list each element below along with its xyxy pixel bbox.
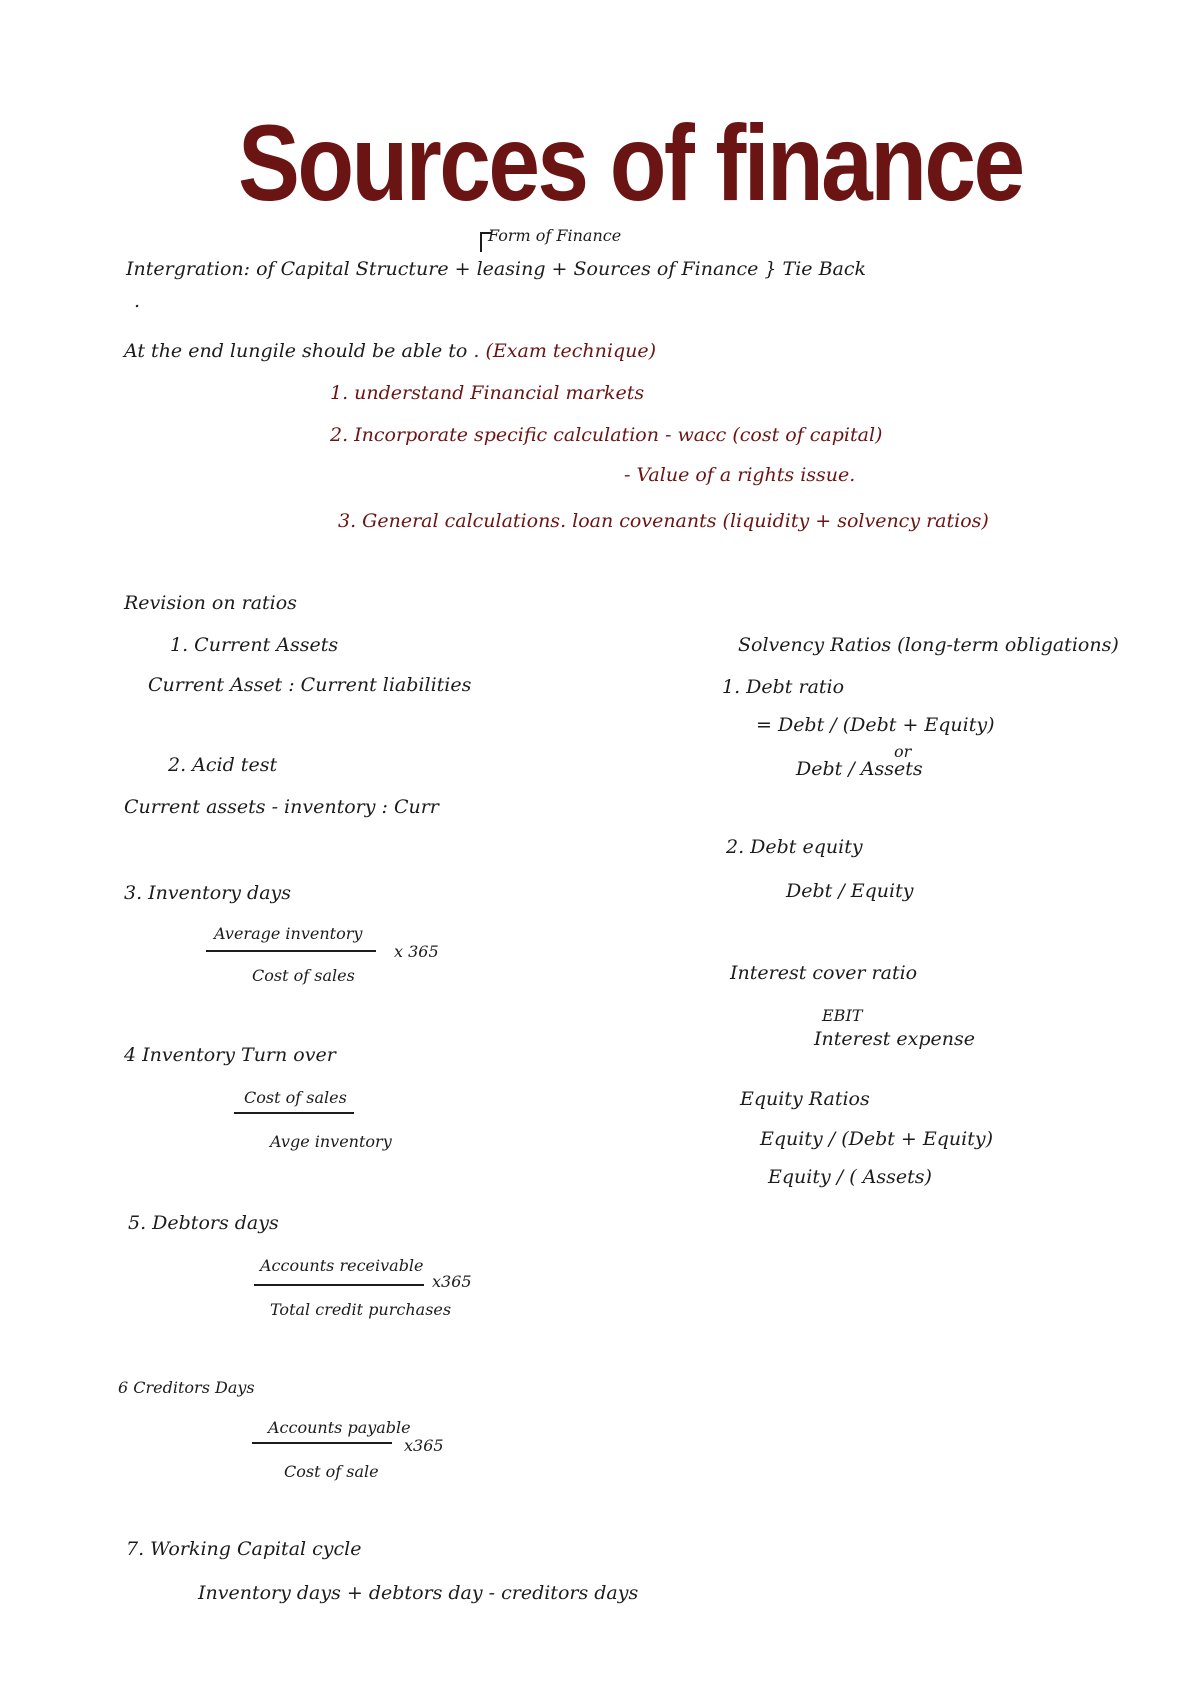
page-title: Sources of finance [238, 102, 1023, 223]
inventory-days-denominator: Cost of sales [252, 966, 355, 985]
debt-ratio-label: 1. Debt ratio [722, 676, 845, 698]
acid-test-formula: Current assets - inventory : Curr [124, 796, 439, 818]
debtors-days-numerator: Accounts receivable [260, 1256, 424, 1275]
objective-item: 1. understand Financial markets [330, 382, 645, 404]
objectives-intro [124, 340, 656, 362]
working-capital-formula: Inventory days + debtors day - creditors days [198, 1582, 639, 1604]
acid-test-label: 2. Acid test [168, 754, 278, 776]
creditors-days-multiplier: x365 [404, 1436, 444, 1455]
objective-item: - Value of a rights issue. [624, 464, 856, 486]
debt-ratio-alt-formula: Debt / Assets [796, 758, 923, 780]
debtors-days-multiplier: x365 [432, 1272, 472, 1291]
debt-equity-label: 2. Debt equity [726, 836, 863, 858]
debt-ratio-or: or [894, 742, 912, 761]
fraction-line [252, 1442, 392, 1444]
interest-cover-label: Interest cover ratio [730, 962, 918, 984]
exam-technique-note: . (Exam technique) [473, 340, 657, 362]
debtors-days-label: 5. Debtors days [128, 1212, 279, 1234]
creditors-days-denominator: Cost of sale [284, 1462, 379, 1481]
stray-dot: . [134, 290, 141, 312]
inventory-turnover-label: 4 Inventory Turn over [124, 1044, 336, 1066]
creditors-days-label: 6 Creditors Days [118, 1378, 255, 1397]
equity-ratio-alt-formula: Equity / ( Assets) [768, 1166, 932, 1188]
inventory-turnover-denominator: Avge inventory [270, 1132, 392, 1151]
objective-item: 3. General calculations. loan covenants (liquidity + solvency ratios) [338, 510, 989, 532]
inventory-days-numerator: Average inventory [214, 924, 363, 943]
inventory-turnover-numerator: Cost of sales [244, 1088, 347, 1107]
debtors-days-denominator: Total credit purchases [270, 1300, 452, 1319]
revision-heading: Revision on ratios [124, 592, 297, 614]
annotation-bracket [480, 232, 492, 252]
equity-ratio-label: Equity Ratios [740, 1088, 870, 1110]
working-capital-label: 7. Working Capital cycle [126, 1538, 362, 1560]
interest-cover-numerator: EBIT [822, 1006, 863, 1025]
integration-line: Intergration: of Capital Structure + leasing + Sources of Finance } Tie Back [126, 258, 867, 280]
equity-ratio-formula: Equity / (Debt + Equity) [760, 1128, 994, 1150]
interest-cover-denominator: Interest expense [814, 1028, 975, 1050]
creditors-days-numerator: Accounts payable [268, 1418, 411, 1437]
inventory-days-multiplier: x 365 [394, 942, 439, 961]
fraction-line [254, 1284, 424, 1286]
objective-item: 2. Incorporate specific calculation - wacc (cost of capital) [330, 424, 883, 446]
fraction-line [234, 1112, 354, 1114]
form-of-finance-note: Form of Finance [488, 226, 622, 245]
current-ratio-formula: Current Asset : Current liabilities [148, 674, 472, 696]
solvency-heading: Solvency Ratios (long-term obligations) [738, 634, 1119, 656]
current-ratio-label: 1. Current Assets [170, 634, 339, 656]
debt-ratio-formula: = Debt / (Debt + Equity) [756, 714, 995, 736]
inventory-days-label: 3. Inventory days [124, 882, 292, 904]
objectives-intro-text: At the end lungile should be able to [124, 340, 468, 362]
debt-equity-formula: Debt / Equity [786, 880, 914, 902]
fraction-line [206, 950, 376, 952]
